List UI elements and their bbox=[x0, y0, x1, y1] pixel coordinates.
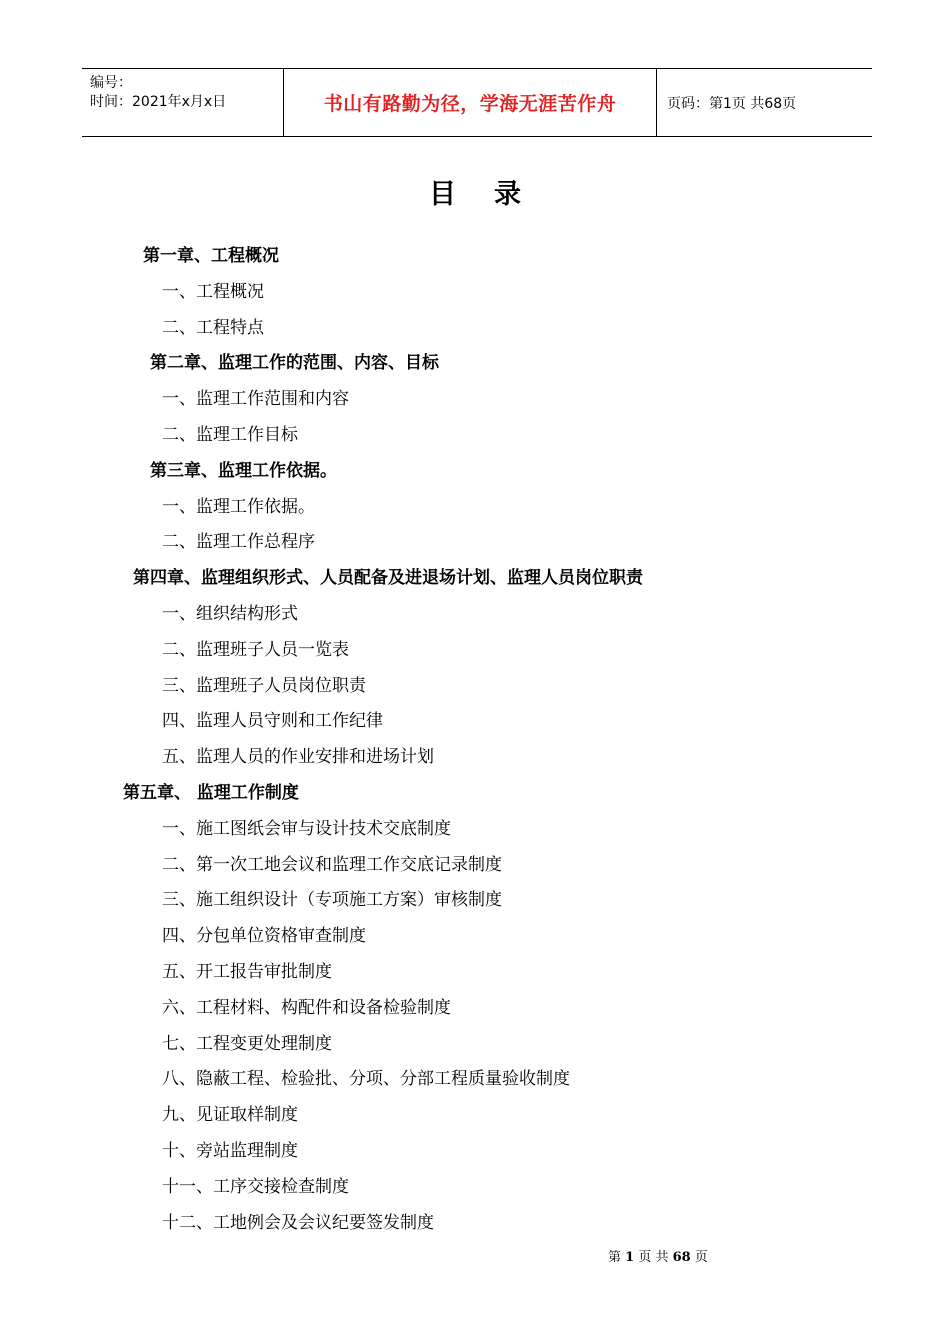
toc-chapter-heading: 第二章、监理工作的范围、内容、目标 bbox=[150, 353, 439, 373]
footer-suffix: 页 bbox=[694, 1250, 708, 1265]
toc-section-item: 三、施工组织设计（专项施工方案）审核制度 bbox=[162, 890, 502, 910]
header-motto-cell bbox=[284, 69, 657, 136]
page-title: 目录 bbox=[429, 179, 559, 210]
footer-mid: 页 共 bbox=[638, 1250, 669, 1265]
toc-section-item: 二、监理工作总程序 bbox=[162, 532, 315, 552]
toc-section-item: 二、工程特点 bbox=[162, 318, 264, 338]
footer-total-pages: 68 bbox=[672, 1250, 691, 1265]
toc-section-item: 一、组织结构形式 bbox=[162, 604, 298, 624]
header-info-cell bbox=[82, 69, 284, 136]
toc-chapter-heading: 第一章、工程概况 bbox=[143, 246, 279, 266]
document-number-label: 编号： bbox=[90, 75, 132, 91]
document-date: 时间：2021年x月x日 bbox=[90, 94, 227, 110]
toc-section-item: 一、监理工作依据。 bbox=[162, 497, 315, 517]
toc-section-item: 五、开工报告审批制度 bbox=[162, 962, 332, 982]
toc-section-item: 八、隐蔽工程、检验批、分项、分部工程质量验收制度 bbox=[162, 1069, 570, 1089]
toc-section-item: 二、第一次工地会议和监理工作交底记录制度 bbox=[162, 855, 502, 875]
footer-prefix: 第 bbox=[608, 1250, 622, 1265]
toc-section-item: 四、分包单位资格审查制度 bbox=[162, 926, 366, 946]
toc-section-item: 十二、工地例会及会议纪要签发制度 bbox=[162, 1213, 434, 1233]
toc-chapter-heading: 第三章、监理工作依据。 bbox=[150, 461, 337, 481]
toc-section-item: 一、工程概况 bbox=[162, 282, 264, 302]
toc-section-item: 九、见证取样制度 bbox=[162, 1105, 298, 1125]
toc-section-item: 四、监理人员守则和工作纪律 bbox=[162, 711, 383, 731]
toc-chapter-heading: 第五章、 监理工作制度 bbox=[123, 783, 299, 803]
toc-section-item: 十一、工序交接检查制度 bbox=[162, 1177, 349, 1197]
header-page-info: 页码：第1页 共68页 bbox=[667, 95, 797, 112]
toc-section-item: 二、监理班子人员一览表 bbox=[162, 640, 349, 660]
header-table bbox=[82, 68, 872, 137]
toc-section-item: 二、监理工作目标 bbox=[162, 425, 298, 445]
toc-section-item: 一、监理工作范围和内容 bbox=[162, 389, 349, 409]
page-footer bbox=[608, 1246, 708, 1265]
toc-chapter-heading: 第四章、监理组织形式、人员配备及进退场计划、监理人员岗位职责 bbox=[133, 568, 643, 588]
footer-page-number: 1 bbox=[625, 1250, 635, 1265]
toc-section-item: 六、工程材料、构配件和设备检验制度 bbox=[162, 998, 451, 1018]
toc-section-item: 七、工程变更处理制度 bbox=[162, 1034, 332, 1054]
toc-section-item: 十、旁站监理制度 bbox=[162, 1141, 298, 1161]
toc-section-item: 五、监理人员的作业安排和进场计划 bbox=[162, 747, 434, 767]
header-page-cell bbox=[657, 69, 872, 136]
toc-section-item: 一、施工图纸会审与设计技术交底制度 bbox=[162, 819, 451, 839]
toc-section-item: 三、监理班子人员岗位职责 bbox=[162, 676, 366, 696]
header-motto: 书山有路勤为径，学海无涯苦作舟 bbox=[323, 93, 617, 115]
